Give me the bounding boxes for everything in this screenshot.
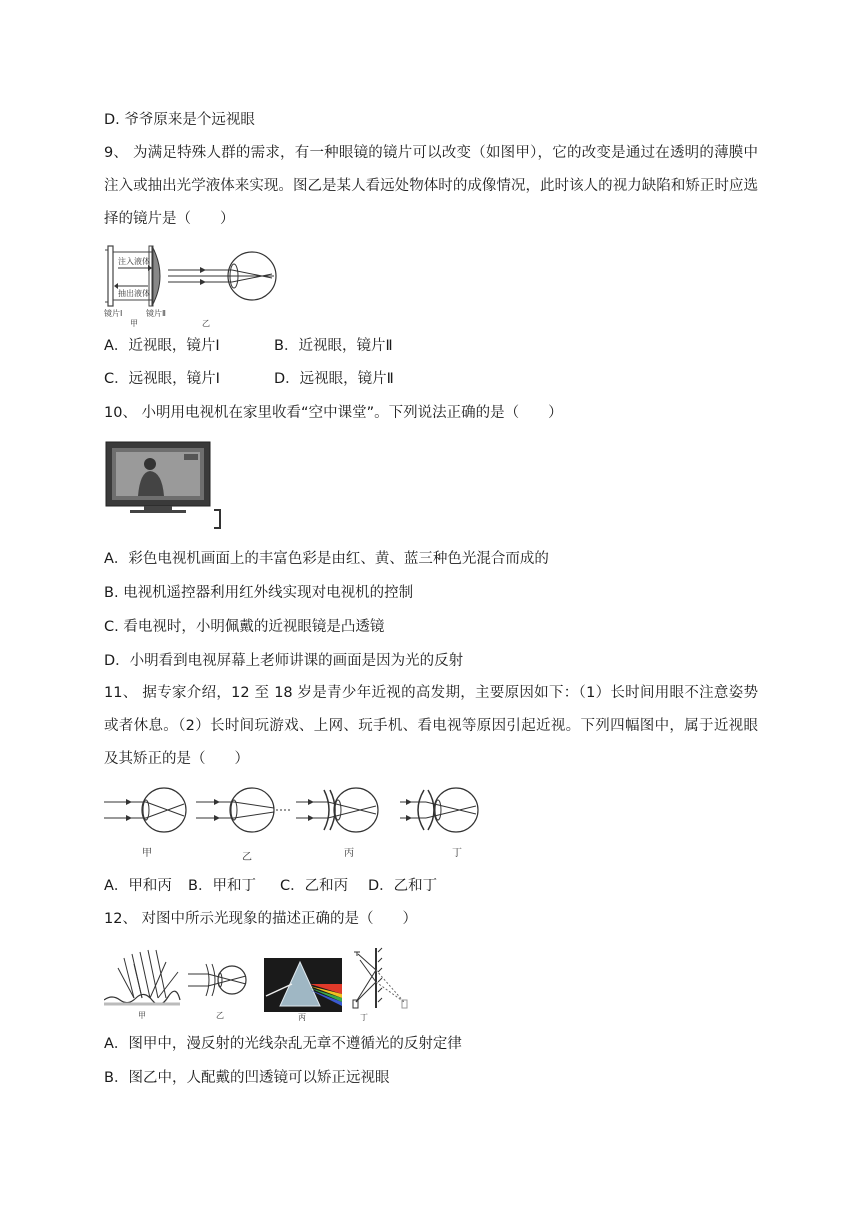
- q12-option-b: B．图乙中，人配戴的凹透镜可以矫正远视眼: [104, 1070, 390, 1086]
- q11-eye-b: [196, 788, 290, 862]
- q12-prism: [264, 958, 342, 1022]
- q12-plane-mirror: [353, 948, 407, 1022]
- q9-extract-label: 抽出液体: [118, 289, 150, 298]
- q10-tv-figure: [104, 440, 226, 534]
- q12-eye-concave: [188, 964, 246, 1020]
- q9-caption-a: 甲: [130, 319, 138, 328]
- q12-stem: 12、 对图中所示光现象的描述正确的是（ ）: [104, 911, 418, 927]
- q10-option-b: B. 电视机遥控器利用红外线实现对电视机的控制: [104, 585, 414, 601]
- q9-caption-b: 乙: [202, 319, 210, 328]
- q10-option-c: C. 看电视时，小明佩戴的近视眼镜是凸透镜: [104, 619, 385, 635]
- q12-caption-a: 甲: [138, 1011, 146, 1020]
- q9-inject-label: 注入液体: [118, 257, 150, 266]
- q9-option-b: B．近视眼，镜片Ⅱ: [274, 338, 393, 354]
- q9-option-a: A．近视眼，镜片Ⅰ: [104, 338, 220, 354]
- q11-caption-d: 丁: [452, 848, 462, 859]
- q9-lens1-label: 镜片Ⅰ: [104, 309, 123, 318]
- q10-stem: 10、 小明用电视机在家里收看“空中课堂”。下列说法正确的是（ ）: [104, 405, 563, 421]
- q9-figure: [102, 240, 284, 328]
- q11-stem: 11、 据专家介绍，12 至 18 岁是青少年近视的高发期，主要原因如下：（1）长时间用眼不注意姿势或者休息。（2）长时间玩游戏、上网、玩手机、看电视等原因引起近视。下列四幅图中，属于近视眼及其矫正的是（ ）: [104, 685, 758, 767]
- q10-option-a: A．彩色电视机画面上的丰富色彩是由红、黄、蓝三种色光混合而成的: [104, 551, 549, 567]
- q12-caption-c: 丙: [298, 1013, 306, 1022]
- q11-eye-a: [104, 788, 186, 859]
- q12-option-a: A．图甲中，漫反射的光线杂乱无章不遵循光的反射定律: [104, 1036, 462, 1052]
- q9-lens2-label: 镜片Ⅱ: [146, 309, 166, 318]
- q9-stem: 9、 为满足特殊人群的需求，有一种眼镜的镜片可以改变（如图甲），它的改变是通过在透明的薄膜中注入或抽出光学液体来实现。图乙是某人看远处物体时的成像情况，此时该人的视力缺陷和矫正时应选择的镜片是（ ）: [104, 145, 758, 227]
- q12-figure: [104, 944, 424, 1022]
- q12-caption-b: 乙: [216, 1011, 224, 1020]
- q12-diffuse-reflection: [104, 950, 180, 1020]
- q11-eye-d: [400, 788, 478, 859]
- q11-caption-c: 丙: [344, 848, 354, 859]
- q12-caption-d: 丁: [360, 1013, 368, 1022]
- q11-caption-a: 甲: [142, 848, 152, 859]
- q9-option-d: D．远视眼，镜片Ⅱ: [274, 371, 394, 387]
- q11-option-a: A．甲和丙: [104, 878, 172, 894]
- q11-option-d: D．乙和丁: [368, 878, 438, 894]
- q11-option-c: C．乙和丙: [280, 878, 349, 894]
- q11-figure: [104, 784, 486, 862]
- q8-option-d: D. 爷爷原来是个远视眼: [104, 112, 255, 128]
- q11-option-b: B．甲和丁: [188, 878, 256, 894]
- q10-option-d: D．小明看到电视屏幕上老师讲课的画面是因为光的反射: [104, 653, 464, 669]
- q9-option-c: C．远视眼，镜片I: [104, 371, 220, 387]
- q11-eye-c: [296, 788, 378, 859]
- q11-caption-b: 乙: [242, 852, 252, 862]
